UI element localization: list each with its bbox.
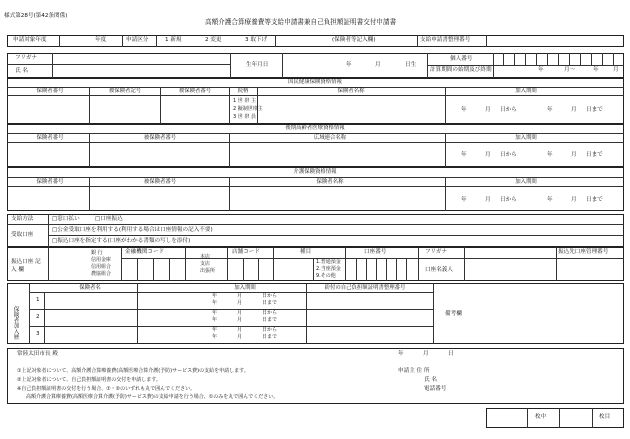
elderly-to-year[interactable]: 年 xyxy=(547,152,553,158)
relation-quasi-head[interactable]: 2 擬制世帯主 xyxy=(233,106,263,112)
declaration-year[interactable]: 年 xyxy=(398,351,404,357)
insured-note: (保険者等記入欄) xyxy=(332,37,376,43)
form-title: 高額介護合算療養費等支給申請書兼自己負担額証明書交付申請書 xyxy=(205,18,397,26)
page-current-label: 枚目 xyxy=(599,414,611,420)
members-col-cert: 紛付の自己負担額証明書整理番号 xyxy=(324,285,406,291)
member-row-3: 3 xyxy=(36,331,40,337)
branch-code-label: 店舗コード xyxy=(232,249,260,255)
nhi-col-relation: 続柄 xyxy=(237,88,249,94)
elderly-to-day[interactable]: 日まで xyxy=(586,152,603,158)
nhi-col-symbol: 被保険者記号 xyxy=(108,88,142,94)
account-type-ordinary[interactable]: 1.普通預金 xyxy=(316,259,341,265)
personal-number-label: 個人番号 xyxy=(450,56,473,62)
nhi-to-year[interactable]: 年 xyxy=(547,107,553,113)
declaration-line-1: ①上記対象者について、高額介護合算療養費(高額医療合算介護(予防)サービス費)の支給を申請します。 xyxy=(17,368,249,374)
elderly-from-year[interactable]: 年 xyxy=(461,152,467,158)
care-col-period: 加入期間 xyxy=(515,179,537,185)
elderly-from-month[interactable]: 月 xyxy=(485,152,491,158)
declaration-day[interactable]: 日 xyxy=(448,351,454,357)
declaration-line-3: ※自己負担額証明書の交付を行う場合、①・②のいずれも丸で囲んでください。 xyxy=(17,386,196,392)
care-to-day[interactable]: 日まで xyxy=(586,197,603,203)
account-number-label: 口座番号 xyxy=(364,249,387,255)
bank-furigana-label: フリガナ xyxy=(425,249,448,255)
transfer-label: 振込口座 記 入 欄 xyxy=(11,259,41,273)
member-row-1: 1 xyxy=(36,297,40,303)
receipt-public[interactable]: □公金受取口座を利用する(利用する場合は口座情報の記入不要) xyxy=(52,227,213,233)
m1-to-day[interactable]: 日まで xyxy=(262,300,278,306)
nhi-from-month[interactable]: 月 xyxy=(485,107,491,113)
care-to-month[interactable]: 月 xyxy=(571,197,577,203)
members-col-insurer: 保険者名 xyxy=(79,285,101,291)
care-col-insurer-number: 保険者番号 xyxy=(36,179,64,185)
m1-to-month[interactable]: 月 xyxy=(237,300,243,306)
declaration-month[interactable]: 月 xyxy=(423,351,429,357)
period-end-month[interactable]: 月 xyxy=(613,67,619,73)
care-from-year[interactable]: 年 xyxy=(461,197,467,203)
nhi-from-day[interactable]: 日から xyxy=(500,107,517,113)
method-counter[interactable]: □窓口払い xyxy=(52,216,80,222)
furigana-label: フリガナ xyxy=(15,55,38,61)
m1-from-day[interactable]: 日から xyxy=(262,293,278,299)
page-total-label: 枚中 xyxy=(535,414,547,420)
m3-from-month[interactable]: 月 xyxy=(237,327,243,333)
m1-from-month[interactable]: 月 xyxy=(237,293,243,299)
method-transfer[interactable]: □口座振込 xyxy=(95,216,123,222)
elderly-col-union: 広域連合名称 xyxy=(313,135,347,141)
m2-from-month[interactable]: 月 xyxy=(237,310,243,316)
dob-year[interactable]: 年 xyxy=(346,62,352,68)
category-label: 申請区分 xyxy=(126,37,149,43)
member-row-2: 2 xyxy=(36,314,40,320)
nhi-col-insurer-name: 保険者名称 xyxy=(337,88,365,94)
declaration-line-4: 高額介護合算療養費(高額医療合算介護(予防)サービス費)の支給申請を行う場合、①のみを丸で囲んでください。 xyxy=(26,394,279,400)
form-number: 様式第28号(第42条関係) xyxy=(4,13,68,19)
receipt-label: 受取口座 xyxy=(11,232,34,238)
declaration-line-2: ②上記対象者について、自己負担額証明書の交付を申請します。 xyxy=(17,377,161,383)
dob-month[interactable]: 月 xyxy=(375,62,381,68)
bank-type-nokyo[interactable]: 農協組合 xyxy=(91,271,112,277)
nhi-col-insurer-number: 保険者番号 xyxy=(36,88,64,94)
m2-from-year[interactable]: 年 xyxy=(212,310,218,316)
care-from-day[interactable]: 日から xyxy=(500,197,517,203)
category-new[interactable]: 1 新規 xyxy=(165,37,182,43)
branch-type-office[interactable]: 出張所 xyxy=(200,268,216,274)
m2-from-day[interactable]: 日から xyxy=(262,310,278,316)
account-type-other[interactable]: 9.その他 xyxy=(316,273,336,279)
period-label: 計算期間の始期及び終期 xyxy=(430,67,492,73)
nhi-to-month[interactable]: 月 xyxy=(571,107,577,113)
elderly-col-period: 加入期間 xyxy=(515,135,537,141)
dob-label: 生年月日 xyxy=(246,62,269,68)
care-heading: 介護保険資格情報 xyxy=(293,169,337,175)
period-end-year[interactable]: 年 xyxy=(593,67,599,73)
category-change[interactable]: 2 変更 xyxy=(205,37,222,43)
support-number-label: 支給申請書整理番号 xyxy=(420,37,471,43)
nhi-col-number: 被保険者番号 xyxy=(178,88,212,94)
account-type-current[interactable]: 2.当座預金 xyxy=(316,266,341,272)
m3-from-day[interactable]: 日から xyxy=(262,327,278,333)
bank-type-shinkumi[interactable]: 信用組合 xyxy=(91,264,112,270)
m3-from-year[interactable]: 年 xyxy=(212,327,218,333)
fiscal-year-label: 申請対象年度 xyxy=(13,37,47,43)
care-col-number: 被保険者番号 xyxy=(143,179,177,185)
nhi-to-day[interactable]: 日まで xyxy=(586,107,603,113)
holder-label: 口座名義人 xyxy=(425,267,453,273)
m1-from-year[interactable]: 年 xyxy=(212,293,218,299)
remarks-label: 備考欄 xyxy=(445,311,462,317)
care-col-insurer-name: 保険者名称 xyxy=(316,179,344,185)
branch-type-branch[interactable]: 支店 xyxy=(200,261,211,267)
applicant-phone-label: 電話番号 xyxy=(424,386,447,392)
period-start-year[interactable]: 年 xyxy=(538,67,544,73)
category-withdraw[interactable]: 3 取下げ xyxy=(245,37,268,43)
relation-head[interactable]: 1 世 帯 主 xyxy=(233,98,256,104)
branch-type-main[interactable]: 本店 xyxy=(200,254,211,260)
institution-code-label: 金融機関コード xyxy=(125,249,165,255)
name-label: 氏 名 xyxy=(15,68,28,74)
elderly-heading: 後期高齢者医療資格情報 xyxy=(285,125,345,131)
m3-to-day[interactable]: 日まで xyxy=(262,334,278,340)
m3-to-year[interactable]: 年 xyxy=(212,334,218,340)
elderly-from-day[interactable]: 日から xyxy=(500,152,517,158)
nhi-col-period: 加入期間 xyxy=(515,88,537,94)
dob-day[interactable]: 日生 xyxy=(405,62,417,68)
bank-type-shinkin[interactable]: 信用金庫 xyxy=(91,257,112,263)
m3-to-month[interactable]: 月 xyxy=(237,334,243,340)
period-start-month[interactable]: 月〜 xyxy=(564,67,576,73)
management-number-label: 振込先口座管理番号 xyxy=(558,249,609,255)
m2-to-day[interactable]: 日まで xyxy=(262,317,278,323)
members-side-label: 保険者加入歴 xyxy=(12,306,19,340)
m1-to-year[interactable]: 年 xyxy=(212,300,218,306)
account-type-label: 種目 xyxy=(300,249,312,255)
nhi-from-year[interactable]: 年 xyxy=(461,107,467,113)
m2-to-year[interactable]: 年 xyxy=(212,317,218,323)
elderly-col-insurer-number: 保険者番号 xyxy=(36,135,64,141)
nhi-heading: 国民健康保険資格情報 xyxy=(288,79,342,85)
addressee: 常陸太田市長 殿 xyxy=(17,351,58,357)
care-from-month[interactable]: 月 xyxy=(485,197,491,203)
fiscal-year-unit[interactable]: 年度 xyxy=(95,37,107,43)
m2-to-month[interactable]: 月 xyxy=(237,317,243,323)
bank-type-bank[interactable]: 銀 行 xyxy=(91,250,103,256)
members-col-period: 加入期間 xyxy=(234,285,256,291)
receipt-specify[interactable]: □振込口座を指定する(口座がわかる書類の写しを添付) xyxy=(52,238,191,244)
method-label: 支給方法 xyxy=(11,216,34,222)
applicant-address-label: 申請主 住 所 xyxy=(398,368,430,374)
elderly-to-month[interactable]: 月 xyxy=(571,152,577,158)
relation-member[interactable]: 3 世 帯 員 xyxy=(233,114,256,120)
elderly-col-number: 被保険者番号 xyxy=(143,135,177,141)
applicant-name-label: 氏 名 xyxy=(424,377,437,383)
care-to-year[interactable]: 年 xyxy=(547,197,553,203)
